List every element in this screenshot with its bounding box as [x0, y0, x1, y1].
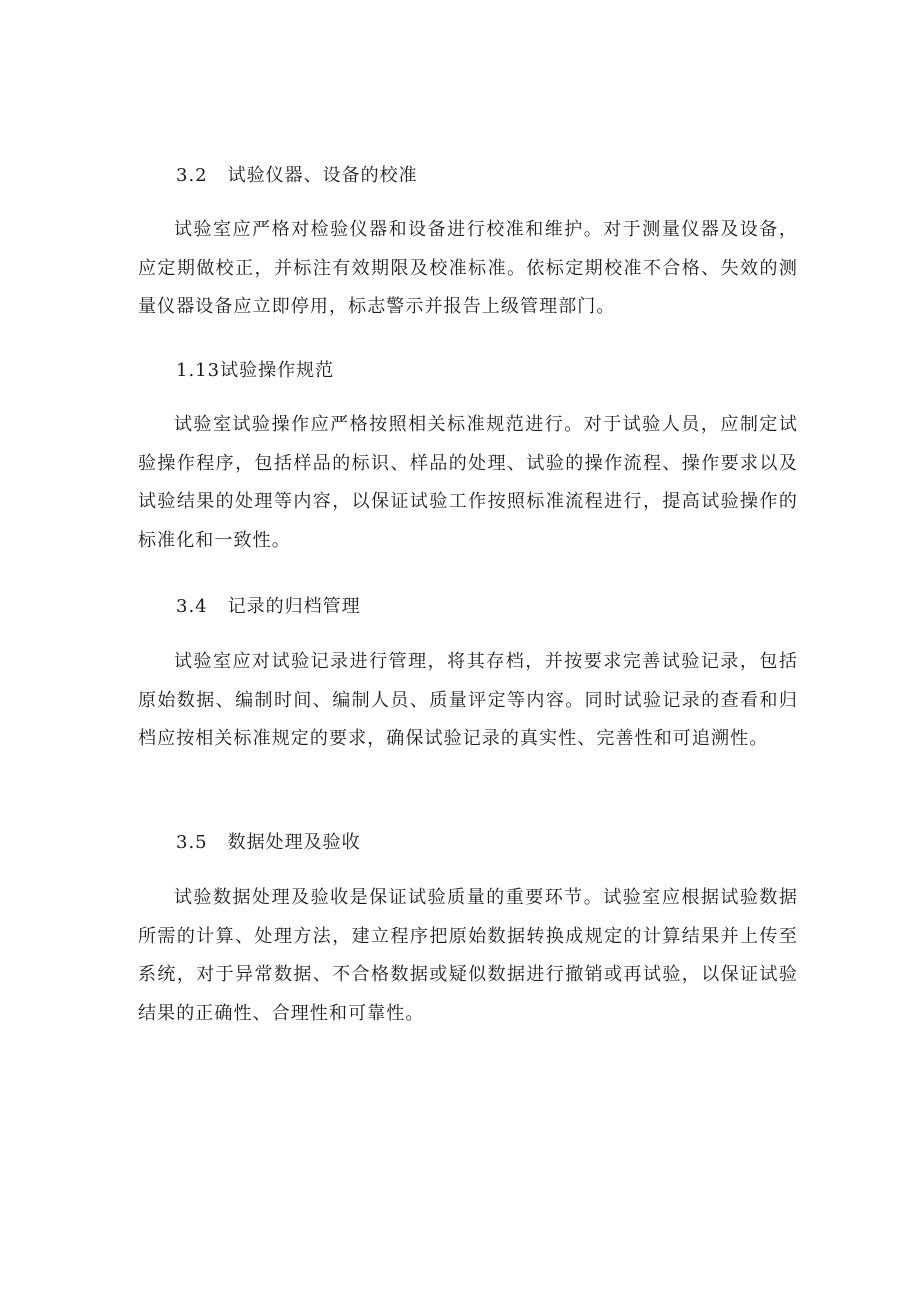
section-title: 记录的归档管理: [227, 596, 361, 617]
section-title: 试验操作规范: [220, 360, 335, 381]
section-title: 数据处理及验收: [227, 832, 361, 853]
section-number: 3.5: [176, 832, 208, 853]
section-heading: [176, 595, 361, 619]
section-number: 1.13: [176, 360, 221, 381]
section-heading: [176, 164, 418, 188]
section-number: 3.2: [176, 165, 208, 186]
section-number: 3.4: [176, 596, 208, 617]
section-paragraph: 试验室试验操作应严格按照相关标准规范进行。对于试验人员，应制定试验操作程序，包括样品的标识、样品的处理、试验的操作流程、操作要求以及试验结果的处理等内容，以保证试验工作按照标准流程进行，提高试验操作的标准化和一致性。: [138, 414, 798, 551]
section-paragraph: 试验室应严格对检验仪器和设备进行校准和维护。对于测量仪器及设备，应定期做校正，并标注有效期限及校准标准。依标定期校准不合格、失效的测量仪器设备应立即停用，标志警示并报告上级管理部门。: [138, 219, 798, 317]
section-paragraph: 试验室应对试验记录进行管理，将其存档，并按要求完善试验记录，包括原始数据、编制时间、编制人员、质量评定等内容。同时试验记录的查看和归档应按相关标准规定的要求，确保试验记录的真实性、完善性和可追溯性。: [138, 651, 798, 749]
section-paragraph: 试验数据处理及验收是保证试验质量的重要环节。试验室应根据试验数据所需的计算、处理方法，建立程序把原始数据转换成规定的计算结果并上传至系统，对于异常数据、不合格数据或疑似数据进行撤销或再试验，以保证试验结果的正确性、合理性和可靠性。: [138, 887, 798, 1024]
section-title: 试验仪器、设备的校准: [227, 165, 418, 186]
section-heading: [176, 359, 334, 383]
section-heading: [176, 831, 361, 855]
